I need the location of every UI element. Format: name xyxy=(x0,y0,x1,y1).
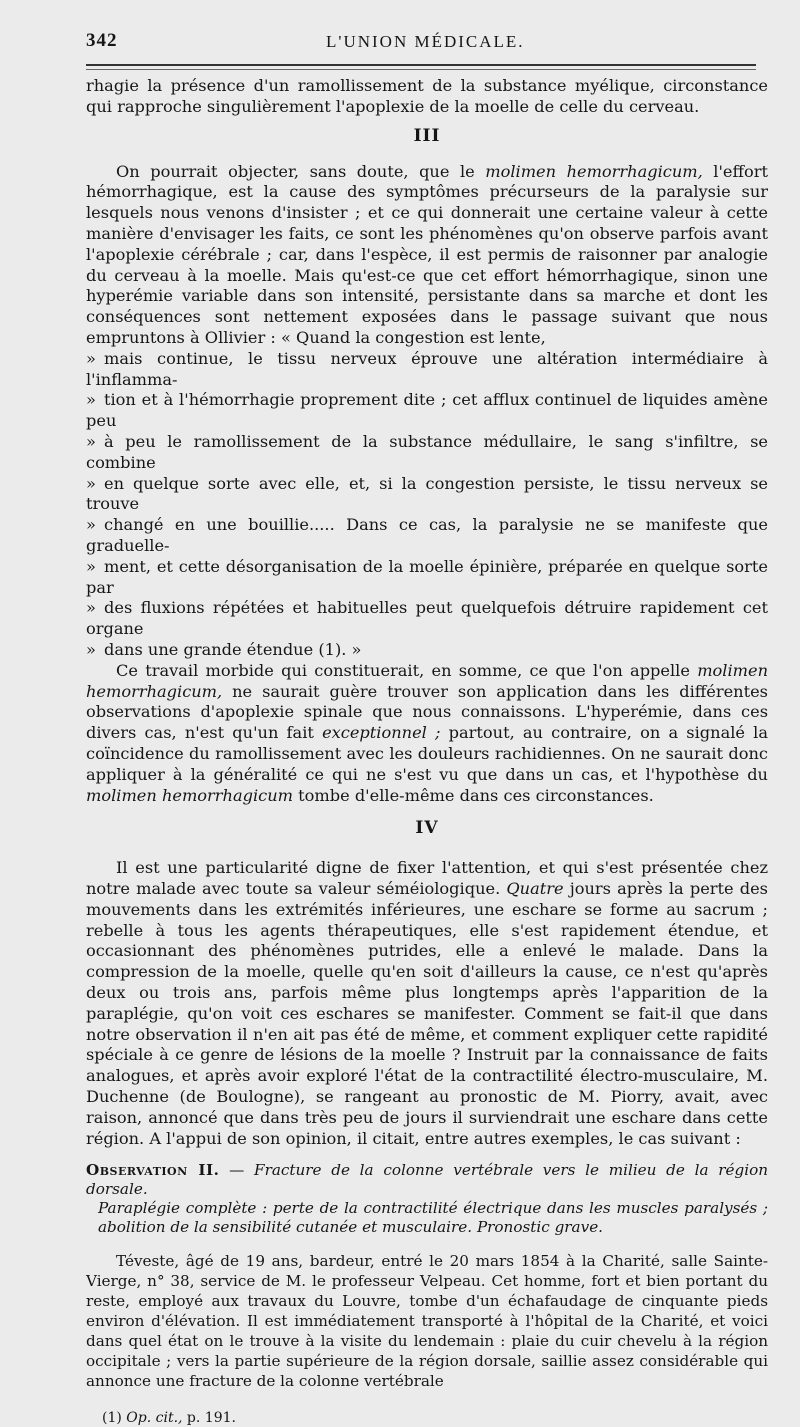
quote-mark: » xyxy=(86,639,96,659)
observation-label: Observation II. xyxy=(86,1161,220,1180)
footnote-number: (1) xyxy=(102,1410,127,1427)
quote-line xyxy=(86,432,768,474)
footnote xyxy=(86,1409,768,1427)
header-rule xyxy=(86,64,756,66)
quote-mark: » xyxy=(86,431,96,451)
text-segment: l'effort hémorrhagique, est la cause des symptômes précurseurs de la paralysie sur lesquels nous venons d'insister ; et ce qui donnerait une certaine valeur à cette manière d'envisager les faits, ce sont les phénomènes qu'on observe parfois avant l'apoplexie cérébrale ; car, dans l'espèce, il est permis de raisonner par analogie du cerveau à la moelle. Mais qu'est-ce que cet effort hémorrhagique, sinon une hyperémie variable dans son intensité, persistante dans sa marche et dont les conséquences sont nettement exposées dans le passage suivant que nous empruntons à Ollivier : « Quand la congestion est lente, xyxy=(86,161,768,347)
article-body xyxy=(86,76,768,1427)
italic-term: molimen hemorrhagicum, xyxy=(485,161,703,181)
observation-title: Fracture de la colonne vertébrale vers le milieu de la région dorsale. xyxy=(86,1161,768,1199)
text-segment: Ce travail morbide qui constituerait, en somme, ce que l'on appelle xyxy=(116,660,698,680)
observation-dash: — xyxy=(219,1161,255,1180)
italic-term: molimen hemorrhagicum xyxy=(86,785,293,805)
header-rule-thin xyxy=(86,69,756,70)
text-segment: partout, au contraire, on a signalé la coïncidence du ramollissement avec les douleurs rachidiennes. On ne saurait donc appliquer à la généralité ce qui ne s'est vu que dans un cas, et l'hypothèse du xyxy=(86,723,768,784)
paragraph-intro: rhagie la présence d'un ramollissement de la substance myélique, circonstance qui rapproche singulièrement l'apoplexie de la moelle de celle du cerveau. xyxy=(86,76,768,116)
text-segment: tombe d'elle-même dans ces circonstances. xyxy=(292,785,654,805)
quote-mark: » xyxy=(86,473,96,493)
quote-mark: » xyxy=(86,598,96,618)
quote-text: des fluxions répétées et habituelles peut quelquefois détruire rapidement cet organe xyxy=(86,598,768,639)
quote-text: changé en une bouillie..... Dans ce cas, la paralysie ne se manifeste que graduelle- xyxy=(86,515,768,555)
paragraph-molimen xyxy=(86,162,768,349)
quote-line xyxy=(86,515,768,557)
footnote-page: p. 191. xyxy=(182,1410,236,1427)
paragraph-eschare xyxy=(86,858,768,1149)
quote-text: tion et à l'hémorrhagie proprement dite ; cet afflux continuel de liquides amène peu xyxy=(86,390,768,431)
ollivier-quote xyxy=(86,349,768,661)
quote-mark: » xyxy=(86,348,96,368)
paragraph-travail xyxy=(86,661,768,807)
text-segment: jours après la perte des mouvements dans les extrémités inférieures, une eschare se forme au sacrum ; rebelle à tous les agents thérapeutiques, elle s'est rapidement étendue, et occasionnant des phénomènes putrides, elle a enlevé le malade. Dans la compression de la moelle, quelle qu'en soit d'ailleurs la cause, ce n'est qu'après deux ou trois ans, parfois même plus longtemps après l'apparition de la paraplégie, qu'on voit ces eschares se manifester. Comment se fait-il que dans notre observation il n'en ait pas été de même, et comment expliquer cette rapidité spéciale à ce genre de lésions de la moelle ? Instruit par la connaissance de faits analogues, et après avoir exploré l'état de la contractilité électro-musculaire, M. Duchenne (de Boulogne), se rangeant au pronostic de M. Piorry, avait, avec raison, annoncé que dans très peu de jours il surviendrait une eschare dans cette région. A l'appui de son opinion, il citait, entre autres exemples, le cas suivant : xyxy=(86,879,768,1148)
quote-text: en quelque sorte avec elle, et, si la congestion persiste, le tissu nerveux se trouve xyxy=(86,473,768,514)
quote-line xyxy=(86,598,768,640)
quote-text: mais continue, le tissu nerveux éprouve une altération intermédiaire à l'inflamma- xyxy=(86,348,768,389)
italic-term: exceptionnel ; xyxy=(322,723,441,743)
text-segment: On pourrait objecter, sans doute, que le xyxy=(116,161,486,181)
observation-subtitle-block xyxy=(86,1199,768,1237)
section-heading-iv: IV xyxy=(415,818,439,839)
running-header xyxy=(86,30,756,56)
quote-text: à peu le ramollissement de la substance médullaire, le sang s'infiltre, se combine xyxy=(86,431,768,472)
footnote-source: Op. cit., xyxy=(126,1410,183,1427)
quote-line xyxy=(86,640,768,661)
paragraph-teveste: Téveste, âgé de 19 ans, bardeur, entré le 20 mars 1854 à la Charité, salle Sainte-Vierge, n° 38, service de M. le professeur Velpeau. Cet homme, fort et bien portant du reste, employé aux travaux du Louvre, tombe d'un échafaudage de cinquante pieds environ d'élévation. Il est immédiatement transporté à l'hôpital de la Charité, et voici dans quel état on le trouve à la visite du lendemain : plaie du cuir chevelu à la région occipitale ; vers la partie supérieure de la région dorsale, saillie assez considérable qui annonce une fracture de la colonne vertébrale xyxy=(86,1252,768,1391)
quote-mark: » xyxy=(86,390,96,410)
text-segment: ne saurait guère trouver son application dans les différentes observations d'apoplexie spinale que nous connaissons. L'hyperémie, dans ces divers cas, n'est qu'un fait xyxy=(86,681,768,743)
observation-heading xyxy=(86,1161,768,1237)
text-segment: Il est une particularité digne de fixer l'attention, et qui s'est présentée chez notre malade avec toute sa valeur séméiologique. xyxy=(86,858,768,899)
quote-text: dans une grande étendue (1). » xyxy=(104,639,362,659)
section-heading-iii: III xyxy=(413,125,441,146)
quote-text: ment, et cette désorganisation de la moelle épinière, préparée en quelque sorte par xyxy=(86,556,768,597)
italic-term: molimen hemorrhagicum, xyxy=(86,660,768,701)
quote-line xyxy=(86,474,768,516)
page-number: 342 xyxy=(86,30,118,51)
italic-term: Quatre xyxy=(506,879,564,899)
quote-mark: » xyxy=(86,515,96,535)
quote-mark: » xyxy=(86,556,96,576)
quote-line xyxy=(86,390,768,432)
running-title: L'UNION MÉDICALE. xyxy=(326,32,525,51)
observation-subtitle: Paraplégie complète : perte de la contractilité électrique dans les muscles paralysés ; abolition de la sensibilité cutanée et musculaire. Pronostic grave. xyxy=(98,1199,768,1237)
quote-line xyxy=(86,349,768,391)
quote-line xyxy=(86,557,768,599)
